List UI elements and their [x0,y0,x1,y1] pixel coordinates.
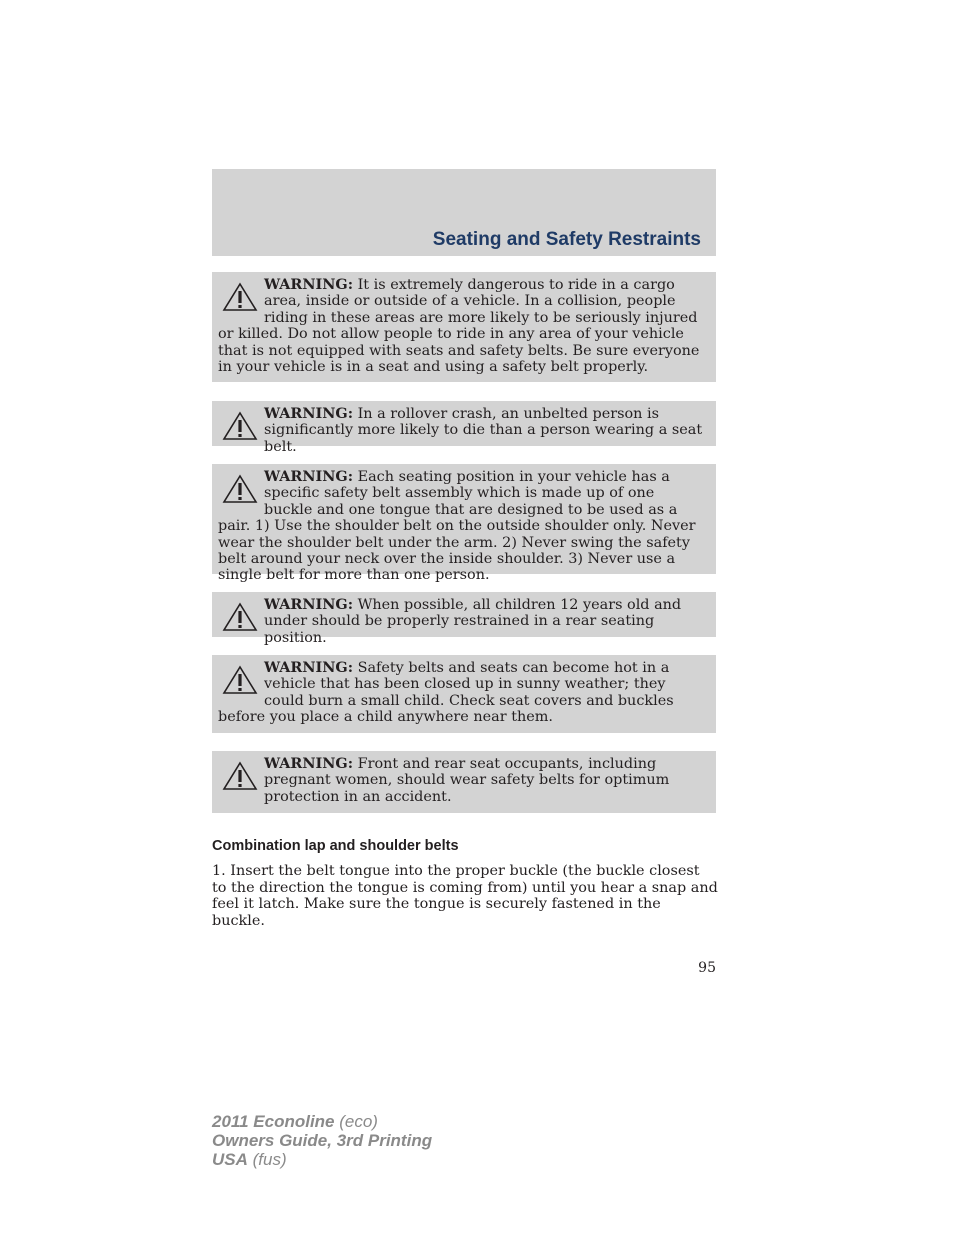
warning-label: WARNING: [264,405,354,422]
warning-label: WARNING: [264,276,354,293]
warning-text: When possible, all children 12 years old and under should be properly restrained in a rear seating position. [264,597,682,646]
warning-box-seating-position [212,464,716,584]
section-heading: Combination lap and shoulder belts [212,838,459,854]
warning-box-rollover [212,401,716,455]
warning-box-hot-belts [212,655,716,733]
footer-line-model: 2011 Econoline (eco) [212,1112,378,1131]
warning-box-children [212,592,716,646]
chapter-title: Seating and Safety Restraints [432,229,701,250]
warning-triangle-icon [222,474,258,504]
warning-triangle-icon [222,761,258,791]
instruction-paragraph: 1. Insert the belt tongue into the proper buckle (the buckle closest to the direction the tongue is coming from) until you hear a snap and feel it latch. Make sure the tongue is securely fastened in the buckle. [212,863,718,929]
warning-label: WARNING: [264,659,354,676]
warning-text: Front and rear seat occupants, including pregnant women, should wear safety belts for optimum protection in an accident. [264,756,670,805]
page-number: 95 [698,960,716,976]
warning-box-cargo [212,272,716,382]
chapter-header-band [212,169,716,256]
warning-label: WARNING: [264,755,354,772]
warning-triangle-icon [222,602,258,632]
warning-triangle-icon [222,282,258,312]
warning-triangle-icon [222,411,258,441]
warning-box-pregnant [212,751,716,813]
document-footer [212,1112,432,1169]
footer-line-guide: Owners Guide, 3rd Printing [212,1131,433,1150]
warning-triangle-icon [222,665,258,695]
warning-text: Each seating position in your vehicle has a specific safety belt assembly which is made up of one buckle and one tongue that are designed to be used as a pair. 1) Use the shoulder belt on the outside shoulder only. Never wear the shoulder belt under the arm. 2) Never swing the safety belt around your neck over the inside shoulder. 3) Never use a single belt for more than one person. [218,469,696,584]
warning-text: It is extremely dangerous to ride in a cargo area, inside or outside of a vehicle. In a collision, people riding in these areas are more likely to be seriously injured or killed. Do not allow people to ride in any area of your vehicle that is not equipped with seats and safety belts. Be sure everyone in your vehicle is in a seat and using a safety belt properly. [218,277,700,376]
warning-label: WARNING: [264,596,354,613]
warning-text: In a rollover crash, an unbelted person is significantly more likely to die than a person wearing a seat belt. [264,406,703,455]
warning-label: WARNING: [264,468,354,485]
footer-line-market: USA (fus) [212,1150,287,1169]
warning-text: Safety belts and seats can become hot in a vehicle that has been closed up in sunny weather; they could burn a small child. Check seat covers and buckles before you place a child anywhere near them. [218,660,674,726]
